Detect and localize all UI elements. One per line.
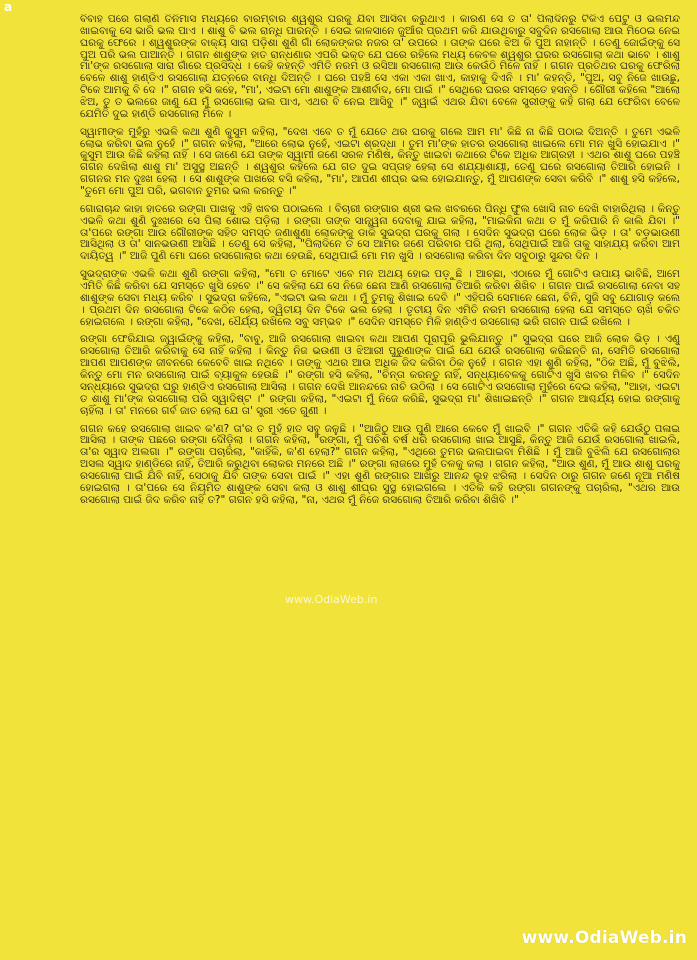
- story-paragraph-1: ବିବାହ ପରେ ଗଲାଣି ତିନିମାସ ମଧ୍ୟରେ ବାରମ୍ବାର ଶ୍ୱଶୁର ଘରକୁ ଯିବା ଆସିବା କରୁଥାଏ । କାରଣ ସେ ତ ତା' ପିଲାଦିନରୁ ଟିକିଏ ପେଟୁ ଓ ଭଲମନ୍ଦ ଖାଇବାକୁ ସେ ଭାରି ଭଲ ପାଏ । ଶାଶୁ ବି ଭଲ ରାନ୍ଧି ପାରନ୍ତି । ସେଇ କାଳସାନେ ଜୁଆଁର ପ୍ରଥମ କରି ଯାଉଥିବାରୁ ସବୁଦିନ ରସଗୋଲା ଆଉ ମିଠେଇ ନେଇ ଘରକୁ ଫେରେ । ଶ୍ୱଶୁରଙ୍କ ବାକ୍ୟ ସାରା ପଡ଼ିଶା ଶୁଣି ଗାଁ ଲୋକଙ୍କର ନଜର ତା' ଉପରେ । ତାଙ୍କ ଘରେ ଝିଅ କି ପୁଅ ନାହାନ୍ତି । ତେଣୁ ଜୋଇଁଙ୍କୁ ସେ ପୁଅ ପରି ଭଲ ପାଆନ୍ତି । ଗଗନ ଶାଶୁଙ୍କ ହାତ ରାନ୍ଧଣାର ଏପରି ଭକ୍ତ ଯେ ଘରେ ରହିଲେ ମଧ୍ୟ କେବଳ ଶ୍ୱଶୁର ଘରର ରସଗୋଲା କଥା ଭାବେ । ଶାଶୁ ମା'ଙ୍କ ରସଗୋଲା ସାରା ଗାଁରେ ପ୍ରସିଦ୍ଧ । କେହି କହନ୍ତି ଏମିତି ନରମ ଓ ରସିଆ ରସଗୋଲା ଆଉ କେଉଁଠି ମିଳେ ନାହିଁ । ଗଗନ ପ୍ରତିଥର ଘରକୁ ଫେରିଲା ବେଳେ ଶାଶୁ ହାଣ୍ଡିଏ ରସଗୋଲା ଯତ୍ନରେ ବାନ୍ଧି ଦିଅନ୍ତି । ଘରେ ପହଞ୍ଚି ସେ ଏକା ଏକା ଖାଏ, କାହାକୁ ଦିଏନି । ମା' କହନ୍ତି, "ପୁଅ, ସବୁ ନିଜେ ଖାଉଛୁ, ଟିକେ ଆମକୁ ବି ଦେ ।" ଗଗନ ହସି କହେ, "ମା', ଏଇଟା ମୋ ଶାଶୁଙ୍କ ଆଶୀର୍ବାଦ, ମୋ ପାଇଁ ।" ସେଥିରେ ଘରର ସମସ୍ତେ ହସନ୍ତି । ଗୌରୀ କହିଲେ "ଆଲୋ ଝିଅ, ତୁ ତ ଭଲରେ ଜାଣୁ ଯେ ମୁଁ ରସଗୋଲା ଭଲ ପାଏ, ଏଥର ବି ନେଇ ଆସିବୁ ।" ଜ୍ୱାଇଁ ଏଥର ଯିବା ବେଳେ ସ୍ତ୍ରୀଙ୍କୁ କହି ଗଲା ଯେ ଫେରିବା ବେଳେ ଯେମିତି ଦୁଇ ହାଣ୍ଡି ରସଗୋଲା ମିଳେ ।: [80, 14, 680, 120]
- story-page: [80, 14, 680, 894]
- story-paragraph-6: ଗଗନ କହେ ରସଗୋଲା ଖାଇବ କ'ଣ? ତା'ର ତ ମୁହଁ ହାତ ସବୁ ଜଳୁଛି । "ଆଜିଠୁ ଆଉ ପୁଣି ଆରେ କେବେ ମୁଁ ଖାଇବି ।" ଗଗନ ଏତିକି କହି ଯେଉଁଠୁ ପଳାଇ ଆସିଲା । ତାଙ୍କ ପଛରେ ରଙ୍ଗା ଦୌଡ଼ିଲା । ଗଗନ କହିଲା, "ରଙ୍ଗା, ମୁଁ ପଚିଶ ବର୍ଷ ଧରି ରସଗୋଲା ଖାଇ ଆସୁଛି, କିନ୍ତୁ ଆଜି ଯେଉଁ ରସଗୋଲା ଖାଇଲି, ତା'ର ସ୍ୱାଦ ଅଲଗା ।" ରଙ୍ଗା ପଚାରିଲା, "କାହିଁକି, କ'ଣ ହେଲା?" ଗଗନ କହିଲା, "ଏଥିରେ ତୁମର ଭଲପାଇବା ମିଶିଛି । ମୁଁ ଆଜି ବୁଝିଲି ଯେ ରସଗୋଲାର ଅସଲ ସ୍ୱାଦ ହାଣ୍ଡିରେ ନାହିଁ, ତିଆରି କରୁଥିବା ଲୋକର ମନରେ ଅଛି ।" ରଙ୍ଗା ଲାଜରେ ମୁହଁ ତଳକୁ କଲା । ଗଗନ କହିଲା, "ଆଉ ଶୁଣ, ମୁଁ ଆଉ ଶାଶୁ ଘରକୁ ରସଗୋଲା ପାଇଁ ଯିବି ନାହିଁ, ସେଠାକୁ ଯିବି ତାଙ୍କ ସେବା ପାଇଁ ।" ଏହା ଶୁଣି ରଙ୍ଗାର ଆଖିରୁ ଆନନ୍ଦ ଲୁହ ଝରିଲା । ସେଦିନ ଠାରୁ ଗଗନ ଜଣେ ନୂଆ ମଣିଷ ହୋଇଗଲା । ତା'ପରେ ସେ ନିୟମିତ ଶାଶୁଙ୍କ ସେବା କଲା ଓ ଶାଶୁ ଶୀଘ୍ର ସୁସ୍ଥ ହୋଇଗଲେ । ଏତିକି କହି ରଙ୍ଗା ଗଗନଙ୍କୁ ପଚାରିଲା, "ଏଥର ଆଉ ରସଗୋଲା ପାଇଁ ଜିଦ କରିବ ନାହିଁ ତ?" ଗଗନ ହସି କହିଲା, "ନା, ଏଥର ମୁଁ ନିଜେ ରସଗୋଲା ତିଆରି କରିବା ଶିଖିବି ।": [80, 422, 680, 506]
- story-paragraph-2: ସ୍ୱାମୀଙ୍କ ମୁହଁରୁ ଏଭଳି କଥା ଶୁଣି କୁସୁମ କହିଲା, "ଦେଖ ଏବେ ତ ମୁଁ ଯେତେ ଥର ଘରକୁ ଗଲେ ଆମ ମା' କିଛି ନା କିଛି ପଠାଇ ଦିଅନ୍ତି । ତୁମେ ଏଭଳି ଲୋଭ କରିବା ଭଲ ନୁହେଁ ।" ଗଗନ କହିଲା, "ଆରେ ଲୋଭ ନୁହେଁ, ଏଇଟା ଶ୍ରଦ୍ଧା । ତୁମ ମା'ଙ୍କ ହାତର ରସଗୋଲା ଖାଇଲେ ମୋ ମନ ଖୁସି ହୋଇଯାଏ ।" କୁସୁମ ଆଉ କିଛି କହିଲା ନାହିଁ । ସେ ଜାଣେ ଯେ ତାଙ୍କ ସ୍ୱାମୀ ଜଣେ ସରଳ ମଣିଷ, କିନ୍ତୁ ଖାଇବା କଥାରେ ଟିକେ ଅଧିକ ଆଗ୍ରହୀ । ଏଥର ଶାଶୁ ଘରେ ପହଞ୍ଚି ଗଗନ ଦେଖିଲା ଶାଶୁ ମା' ଅସୁସ୍ଥ ଅଛନ୍ତି । ଶ୍ୱଶୁର କହିଲେ ଯେ ଗତ ଦୁଇ ସପ୍ତାହ ହେଲା ସେ ଶଯ୍ୟାଶାୟୀ, ତେଣୁ ଘରେ ରସଗୋଲା ତିଆରି ହୋଇନି । ଗଗନର ମନ ଦୁଃଖ ହେଲା । ସେ ଶାଶୁଙ୍କ ପାଖରେ ବସି କହିଲା, "ମା', ଆପଣ ଶୀଘ୍ର ଭଲ ହୋଇଯାନ୍ତୁ, ମୁଁ ଆପଣଙ୍କ ସେବା କରିବି ।" ଶାଶୁ ହସି କହିଲେ, "ତୁମେ ମୋ ପୁଅ ପରି, ଭଗବାନ ତୁମର ଭଲ କରନ୍ତୁ ।": [80, 125, 680, 198]
- story-paragraph-3: ଗୋରାଚାନ୍ଦ କାହା ହାତରେ ରଙ୍ଗା ପାଖକୁ ଏହି ଖବର ପଠାଇଲେ । ବିଚାରୀ ରଙ୍ଗାର ଶ୍ରୀ ଭଲ ଖବରରେ ପିନ୍ଧି ଫୁଲ ଖୋସି ନାଚ ଦେଖି ବାହାରିଥିଲା । କିନ୍ତୁ ଏଭଳି କଥା ଶୁଣି ଦୁଃଖରେ ସେ ପିଲା ଶୋଇ ପଡ଼ିଲା । ରଙ୍ଗା ତାଙ୍କ ସାନ୍ତ୍ୱନା ଦେବାକୁ ଯାଇ କହିଲା, "ମାଇକିନା କଥା ତ ମୁଁ କରିପାରି ନି କାଲି ଯିବା ।" ତା'ପରେ ରଙ୍ଗା ଆଉ ଗୌରୀଙ୍କ ସହିତ ସମସ୍ତ ଜଣାଶୁଣା ଲୋକଙ୍କୁ ଡାକି ସୁଭଦ୍ରା ଘରକୁ ଗଲା । ସେଦିନ ସୁଭଦ୍ରା ଘରେ ଲୋକ ଭିଡ଼ । ତା' ବଡ଼ଭାଉଣୀ ଆସିଥିଲା ଓ ତା' ସାନଭଉଣୀ ଆସିଛି । ତେଣୁ ସେ କହିଲା, "ପିଲାଦିନେ ତ ସେ ଆମର ଜଣେ ପରିବାର ପରି ଥିଲା, ସେଥିପାଇଁ ଆଜି ତାକୁ ସାହାଯ୍ୟ କରିବା ଆମ ଦାୟିତ୍ୱ ।" ଆଜି ପୁଣି ମୋ ଘରେ ରସଗୋଲାର କଥା ହେଉଛି, ସେଥିପାଇଁ ମୋ ମନ ଖୁସି । ରସଗୋଲା କରିବା ଦିନ ସବୁଠାରୁ ସୁନ୍ଦର ଦିନ ।: [80, 202, 680, 263]
- story-paragraph-5: ରଙ୍ଗା ଫେରିଯାଇ ଜ୍ୱାଇଁଙ୍କୁ କହିଲା, "ବାବୁ, ଆଜି ରସଗୋଲା ଖାଇବା କଥା ଆପଣ ପୂରାପୂରି ଭୁଲିଯାନ୍ତୁ ।" ସୁଭଦ୍ରା ଘରେ ଆଜି ଲୋକ ଭିଡ଼ । ଏଣୁ ରସଗୋଲା ତିଆରି କରିବାକୁ ସେ ନାହିଁ କହିଲା । କିନ୍ତୁ ନିଜ ଭଉଣୀ ଓ ଝିଆରୀ ପୁରୁଣାଙ୍କ ପାଇଁ ଯେ ଯେଉଁ ରସଗୋଲା କରିଛନ୍ତି ନା, ସେମିତି ରସଗୋଲା ଆପଣ ଆପଣଙ୍କ ଜୀବନରେ କେବେବି ଖାଇ ନଥିବେ । ତାଙ୍କୁ ଏଥର ଆଉ ଅଧିକ ଜିଦ କରିବା ଠିକ ନୁହେଁ । ଗଗନ ଏହା ଶୁଣି କହିଲା, "ଠିକ ଅଛି, ମୁଁ ବୁଝିଲି, କିନ୍ତୁ ମୋ ମନ ରସଗୋଲା ପାଇଁ ବ୍ୟାକୁଳ ହେଉଛି ।" ରଙ୍ଗା ହସି କହିଲା, "ଚିନ୍ତା କରନ୍ତୁ ନାହିଁ, ସନ୍ଧ୍ୟାବେଳକୁ ଗୋଟିଏ ଖୁସି ଖବର ମିଳିବ ।" ସେଦିନ ସନ୍ଧ୍ୟାରେ ସୁଭଦ୍ରା ଘରୁ ହାଣ୍ଡିଏ ରସଗୋଲା ଆସିଲା । ଗଗନ ଦେଖି ଆନନ୍ଦରେ ନାଚି ଉଠିଲା । ସେ ଗୋଟିଏ ରସଗୋଲା ମୁହଁରେ ଦେଇ କହିଲା, "ଆହା, ଏଇଟା ତ ଶାଶୁ ମା'ଙ୍କ ରସଗୋଲା ପରି ସ୍ୱାଦିଷ୍ଟ ।" ରଙ୍ଗା କହିଲା, "ଏଇଟା ମୁଁ ନିଜେ କରିଛି, ସୁଭଦ୍ରା ମା' ଶିଖାଇଛନ୍ତି ।" ଗଗନ ଆଶ୍ଚର୍ଯ୍ୟ ହୋଇ ରଙ୍ଗାକୁ ଚାହିଁଲା । ତା' ମନରେ ଗର୍ବ ଜାତ ହେଲା ଯେ ତା' ସ୍ତ୍ରୀ ଏତେ ଗୁଣୀ ।: [80, 333, 680, 417]
- watermark-center: www.OdiaWeb.in: [285, 593, 378, 606]
- page-marker: a: [4, 0, 13, 14]
- story-paragraph-4: ସୁଭଦ୍ରାଙ୍କ ଏଭଳି କଥା ଶୁଣି ରଙ୍ଗା କହିଲା, "ମୋ ତ ମୋଟେ ଏବେ ମନ ଅଥୟ ହୋଇ ପଡ଼ୁଛି । ଆଚ୍ଛା, ଏଠାରେ ମୁଁ ଗୋଟିଏ ଉପାୟ ଭାବିଛି, ଆମେ ଏମିତି କିଛି କରିବା ଯେ ସମସ୍ତେ ଖୁସି ହେବେ ।" ସେ କହିଲା ଯେ ସେ ନିଜେ ଛେନା ଆଣି ରସଗୋଲା ତିଆରି କରିବା ଶିଖିବ । ଗଗନ ପାଇଁ ରସଗୋଲା ନେବା ସହ ଶାଶୁଙ୍କ ସେବା ମଧ୍ୟ କରିବ । ସୁଭଦ୍ରା କହିଲେ, "ଏଇଟା ଭଲ କଥା । ମୁଁ ତୁମକୁ ଶିଖାଇ ଦେବି ।" ଏହିପରି ସେମାନେ ଛେନା, ଚିନି, ସୁଜି ସବୁ ଯୋଗାଡ଼ କଲେ । ପ୍ରଥମ ଦିନ ରସଗୋଲା ଟିକେ କଠିନ ହେଲା, ଦ୍ୱିତୀୟ ଦିନ ଟିକେ ଭଲ ହେଲା । ତୃତୀୟ ଦିନ ଏମିତି ନରମ ରସଗୋଲା ହେଲା ଯେ ସମସ୍ତେ ଚାଖି ଚକିତ ହୋଇଗଲେ । ରଙ୍ଗା କହିଲା, "ଦେଖ, ଧୈର୍ଯ୍ୟ ରଖିଲେ ସବୁ ସମ୍ଭବ ।" ସେଦିନ ସମସ୍ତେ ମିଳି ହାଣ୍ଡିଏ ରସଗୋଲା ଭରି ଗଗନ ପାଇଁ ରଖିଲେ ।: [80, 268, 680, 328]
- watermark-footer: www.OdiaWeb.in: [521, 928, 687, 948]
